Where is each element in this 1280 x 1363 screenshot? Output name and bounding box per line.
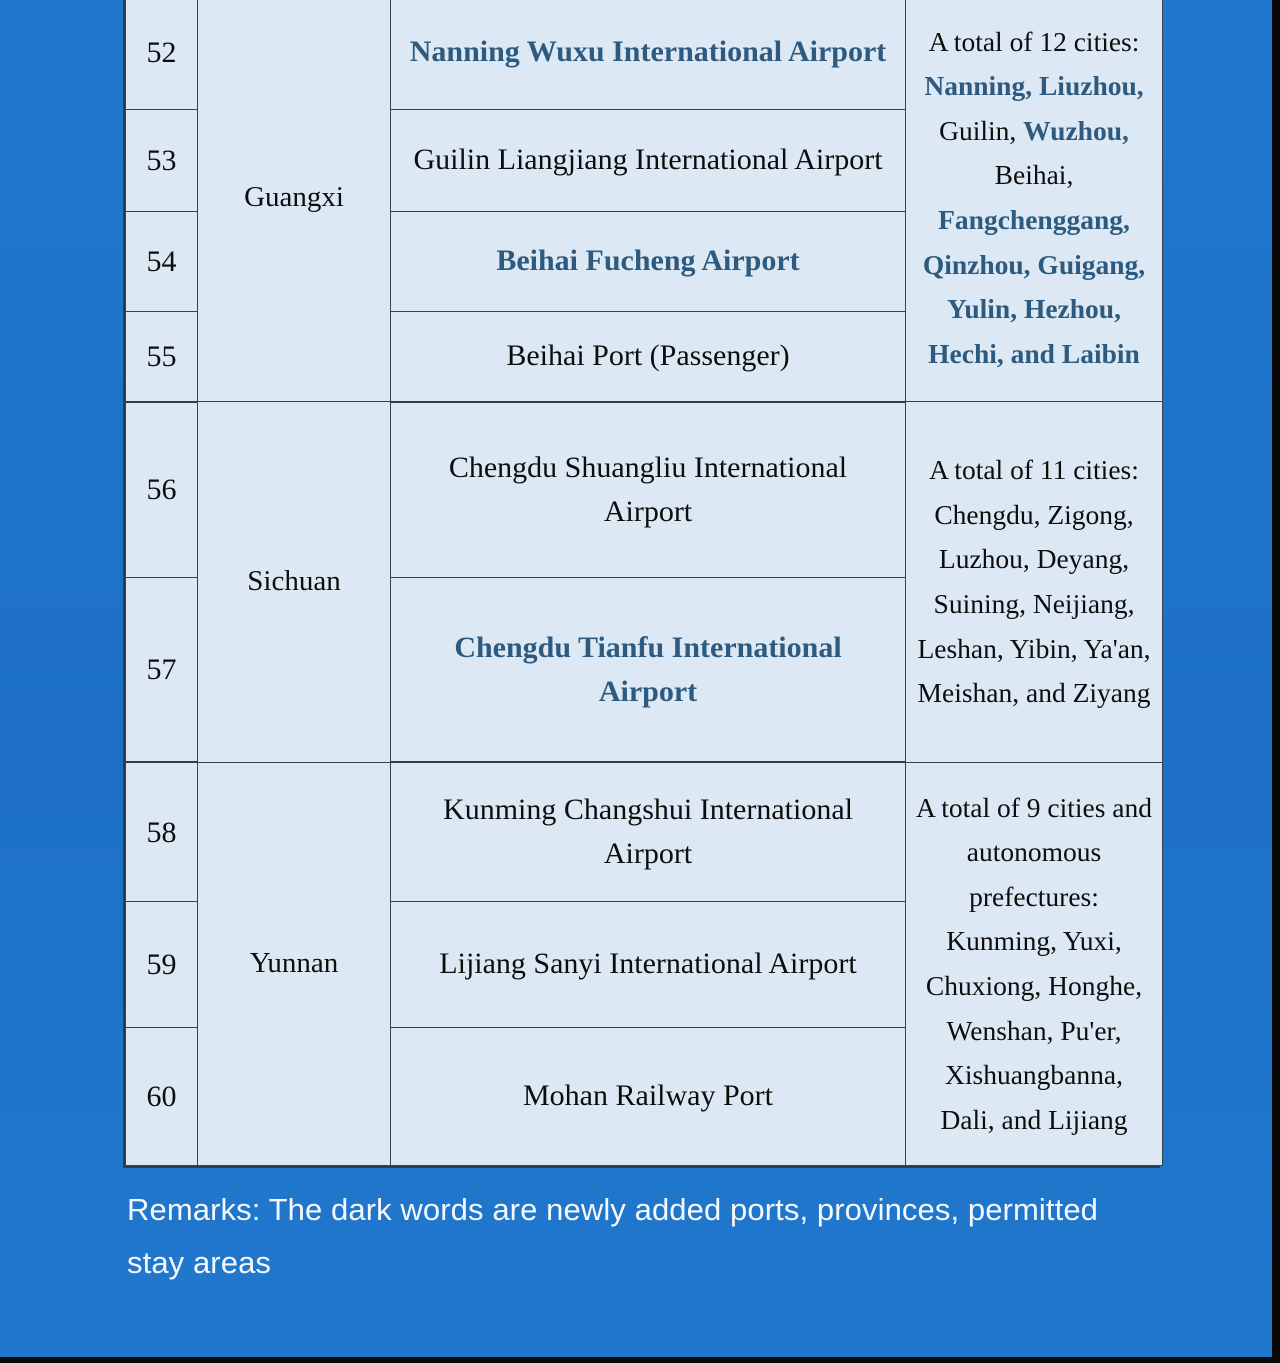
segment-static-1: A total of 12 cities: [928,25,1140,57]
port-name-56: Chengdu Shuangliu International Airport [391,402,906,578]
row-number-60: 60 [126,1027,198,1165]
ports-table [125,0,1163,1166]
province-cell-guangxi: Guangxi [198,0,391,402]
row-number-56: 56 [126,402,198,578]
row-number-57: 57 [126,578,198,762]
province-cell-yunnan: Yunnan [198,762,391,1165]
port-name-54: Beihai Fucheng Airport [391,211,906,311]
row-number-55: 55 [126,311,198,401]
segment-static-1: A total of 11 cities: Chengdu, Zigong, Luzhou, Deyang, Suining, Neijiang, Leshan, Yibin, Ya'an, Meishan, and Ziyang [917,454,1151,709]
table-row [126,762,1163,901]
port-name-60: Mohan Railway Port [391,1027,906,1165]
row-number-53: 53 [126,110,198,211]
row-number-52: 52 [126,0,198,110]
province-cell-sichuan: Sichuan [198,402,391,763]
ports-table-container [123,0,1160,1168]
ports-table-body [126,0,1163,1166]
bottom-edge-strip [0,1357,1280,1363]
row-number-58: 58 [126,762,198,901]
segment-static-3: Beihai, [994,159,1074,191]
permitted-areas-sichuan [906,402,1163,763]
row-number-59: 59 [126,902,198,1027]
segment-new-2: Wuzhou, [1023,114,1129,146]
port-name-58: Kunming Changshui International Airport [391,762,906,901]
remarks-note: Remarks: The dark words are newly added ports, provinces, permitted stay areas [127,1192,1098,1281]
permitted-areas-guangxi [906,0,1163,402]
row-number-54: 54 [126,211,198,311]
port-name-55: Beihai Port (Passenger) [391,311,906,401]
port-name-53: Guilin Liangjiang International Airport [391,110,906,211]
port-name-59: Lijiang Sanyi International Airport [391,902,906,1027]
table-row [126,0,1163,110]
segment-new-1: Nanning, Liuzhou, [924,70,1144,102]
segment-static-2: Guilin, [939,114,1024,146]
table-row [126,402,1163,578]
port-name-52: Nanning Wuxu International Airport [391,0,906,110]
segment-static-1: A total of 9 cities and autonomous prefectures: Kunming, Yuxi, Chuxiong, Honghe, Wenshan, Pu'er, Xishuangbanna, Dali, and Lijiang [916,791,1152,1135]
segment-new-3: Fangchenggang, Qinzhou, Guigang, Yulin, Hezhou, Hechi, and Laibin [922,204,1146,369]
permitted-areas-yunnan [906,762,1163,1165]
port-name-57: Chengdu Tianfu International Airport [391,578,906,762]
right-edge-strip [1272,0,1280,1363]
